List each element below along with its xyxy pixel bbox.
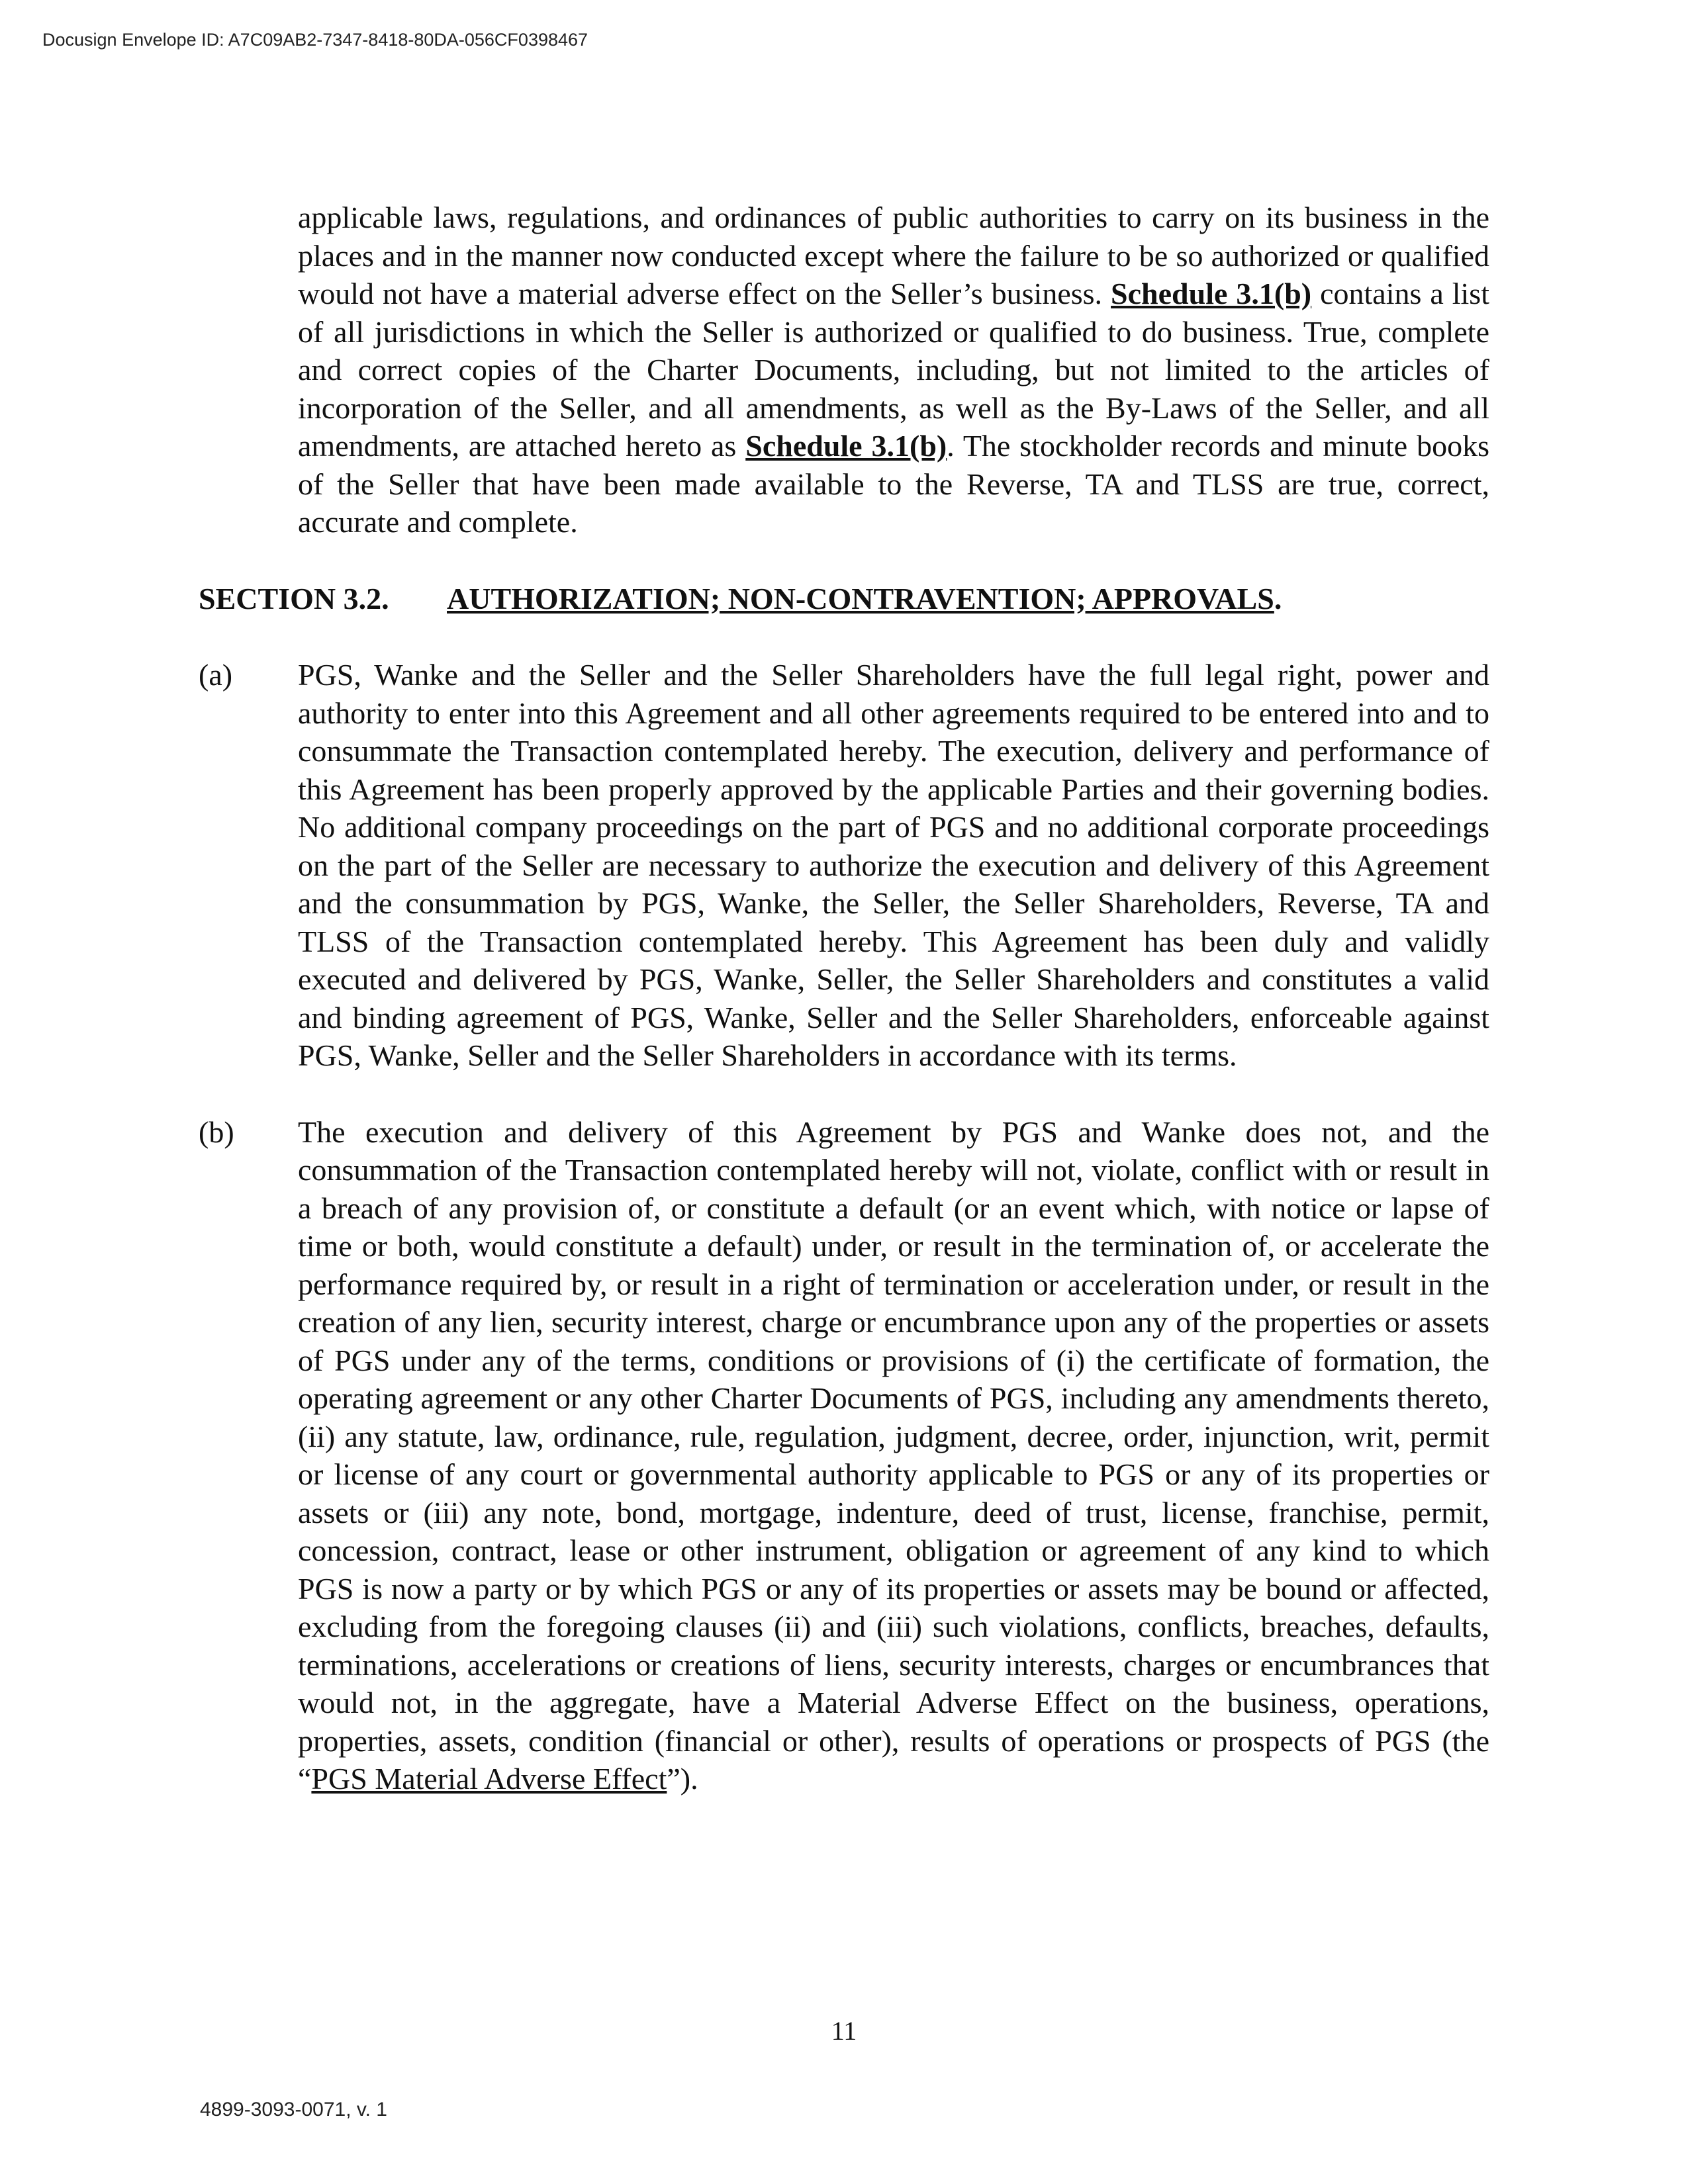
envelope-id: Docusign Envelope ID: A7C09AB2-7347-8418-80DA-056CF0398467: [42, 30, 588, 50]
document-body: [199, 199, 1489, 1798]
page-number: 11: [831, 2016, 857, 2046]
clause-b: [199, 1113, 1489, 1798]
section-title: AUTHORIZATION; NON-CONTRAVENTION; APPROVALS: [447, 581, 1274, 615]
section-heading: [199, 580, 1489, 618]
schedule-reference: Schedule 3.1(b): [745, 429, 947, 463]
section-title-period: .: [1274, 581, 1282, 615]
intro-text-2: contains a list of all jurisdictions in which the Seller is authorized or qualified to do business. True, complete and correct copies of the Charter Documents, including, but not limited to the articles of incorporation of the Seller, and all amendments, as well as the By-Laws of the Seller, and all amendments, are attached hereto as: [298, 277, 1489, 463]
intro-paragraph: [298, 199, 1489, 541]
clause-b-text: The execution and delivery of this Agreement by PGS and Wanke does not, and the consummation of the Transaction contemplated hereby will not, violate, conflict with or result in a breach of any provision of, or constitute a default (or an event which, with notice or lapse of time or both, would constitute a default) under, or result in the termination of, or accelerate the performance required by, or result in a right of termination or acceleration under, or result in the creation of any lien, security interest, charge or encumbrance upon any of the properties or assets of PGS under any of the terms, conditions or provisions of (i) the certificate of formation, the operating agreement or any other Charter Documents of PGS, including any amendments thereto, (ii) any statute, law, ordinance, rule, regulation, judgment, decree, order, injunction, writ, permit or license of any court or governmental authority applicable to PGS or any of its properties or assets or (iii) any note, bond, mortgage, indenture, deed of trust, license, franchise, permit, concession, contract, lease or other instrument, obligation or agreement of any kind to which PGS is now a party or by which PGS or any of its properties or assets may be bound or affected, excluding from the foregoing clauses (ii) and (iii) such violations, conflicts, breaches, defaults, terminations, accelerations or creations of liens, security interests, charges or encumbrances that would not, in the aggregate, have a Material Adverse Effect on the business, operations, properties, assets, condition (financial or other), results of operations or prospects of PGS (the “: [298, 1115, 1489, 1796]
clause-label: (b): [199, 1115, 234, 1149]
clause-b-text-end: ”).: [667, 1762, 698, 1796]
schedule-reference: Schedule 3.1(b): [1111, 277, 1312, 310]
defined-term: PGS Material Adverse Effect: [311, 1762, 667, 1796]
intro-text-1: applicable laws, regulations, and ordinances of public authorities to carry on its business in the places and in the manner now conducted except where the failure to be so authorized or qualified would not have a material adverse effect on the Seller’s business.: [298, 201, 1489, 310]
clause-a: [199, 656, 1489, 1075]
clause-text: PGS, Wanke and the Seller and the Seller Shareholders have the full legal right, power and authority to enter into this Agreement and all other agreements required to be entered into and to consummate the Transaction contemplated hereby. The execution, delivery and performance of this Agreement has been properly approved by the applicable Parties and their governing bodies. No additional company proceedings on the part of PGS and no additional corporate proceedings on the part of the Seller are necessary to authorize the execution and delivery of this Agreement and the consummation by PGS, Wanke, the Seller, the Seller Shareholders, Reverse, TA and TLSS of the Transaction contemplated hereby. This Agreement has been duly and validly executed and delivered by PGS, Wanke, Seller, the Seller Shareholders and constitutes a valid and binding agreement of PGS, Wanke, Seller and the Seller Shareholders, enforceable against PGS, Wanke, Seller and the Seller Shareholders in accordance with its terms.: [298, 658, 1489, 1072]
intro-text-3: . The stockholder records and minute books of the Seller that have been made available to the Reverse, TA and TLSS are true, correct, accurate and complete.: [298, 429, 1490, 539]
clause-label: (a): [199, 658, 233, 692]
section-number: SECTION 3.2.: [199, 581, 389, 615]
clause-text: [298, 1113, 1489, 1798]
document-reference: 4899-3093-0071, v. 1: [200, 2099, 387, 2120]
